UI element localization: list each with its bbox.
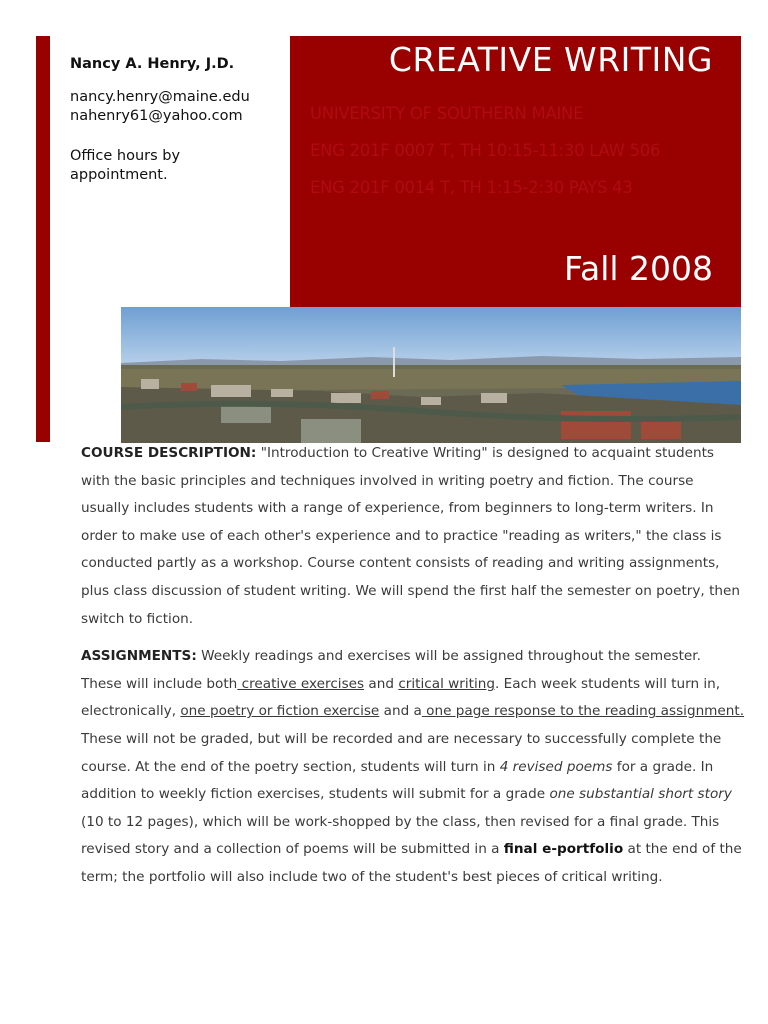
assignments-paragraph	[81, 643, 745, 891]
main-body	[81, 440, 745, 902]
revised-poems: 4 revised poems	[499, 758, 613, 775]
assignments-text-5: These will not be graded, but will be recorded and are necessary to successfully complete the course. At the end of the poetry section, students will turn in	[81, 730, 722, 775]
left-accent-bar	[36, 36, 50, 442]
assignments-text-3: . Each week students will turn in, electronically,	[81, 675, 721, 720]
course-description-paragraph	[81, 440, 745, 633]
office-hours: Office hours by appointment.	[70, 148, 181, 183]
final-eportfolio: final e-portfolio	[503, 841, 624, 858]
course-title: CREATIVE WRITING	[388, 40, 713, 79]
assignments-text-2: and	[364, 675, 399, 692]
email-primary[interactable]: nancy.henry@maine.edu	[70, 89, 250, 105]
assignments-text-4: and a	[379, 703, 422, 720]
city-panorama-photo	[121, 307, 741, 443]
instructor-name: Nancy A. Henry, J.D.	[70, 56, 235, 72]
link-exercise: one poetry or fiction exercise	[180, 703, 380, 720]
link-critical-writing: critical writing	[398, 675, 496, 692]
term-label: Fall 2008	[564, 249, 713, 288]
link-creative-exercises: creative exercises	[237, 675, 365, 692]
section-two: ENG 201F 0014 T, TH 1:15-2:30 PAYS 43	[310, 178, 633, 197]
university-name: UNIVERSITY OF SOUTHERN MAINE	[310, 104, 584, 123]
header-banner	[290, 36, 741, 307]
link-response: one page response to the reading assignment.	[421, 703, 745, 720]
assignments-label: ASSIGNMENTS:	[81, 648, 197, 665]
assignments-text-8: at the end of the term; the portfolio will also include two of the student's best pieces of critical writing.	[81, 841, 742, 885]
assignments-text-1: Weekly readings and exercises will be assigned throughout the semester. These will include both	[81, 648, 701, 692]
assignments-text-6: for a grade. In addition to weekly fiction exercises, students will submit for a grade	[81, 758, 714, 803]
short-story: one substantial short story	[549, 786, 732, 803]
contact-block	[70, 56, 280, 185]
section-one: ENG 201F 0007 T, TH 10:15-11:30 LAW 506	[310, 141, 661, 160]
course-description-text: "Introduction to Creative Writing" is designed to acquaint students with the basic principles and techniques involved in writing poetry and fiction. The course usually includes students with a range of experience, from beginners to long-term writers. In order to make use of each other's experience and to practice "reading as writers," the class is conducted partly as a workshop. Course content consists of reading and writing assignments, plus class discussion of student writing. We will spend the first half the semester on poetry, then switch to fiction.	[81, 445, 740, 627]
email-secondary[interactable]: nahenry61@yahoo.com	[70, 108, 243, 124]
assignments-text-7: (10 to 12 pages), which will be work-shopped by the class, then revised for a final grade. This revised story and a collection of poems will be submitted in a	[81, 813, 720, 858]
course-description-label: COURSE DESCRIPTION:	[81, 445, 257, 461]
